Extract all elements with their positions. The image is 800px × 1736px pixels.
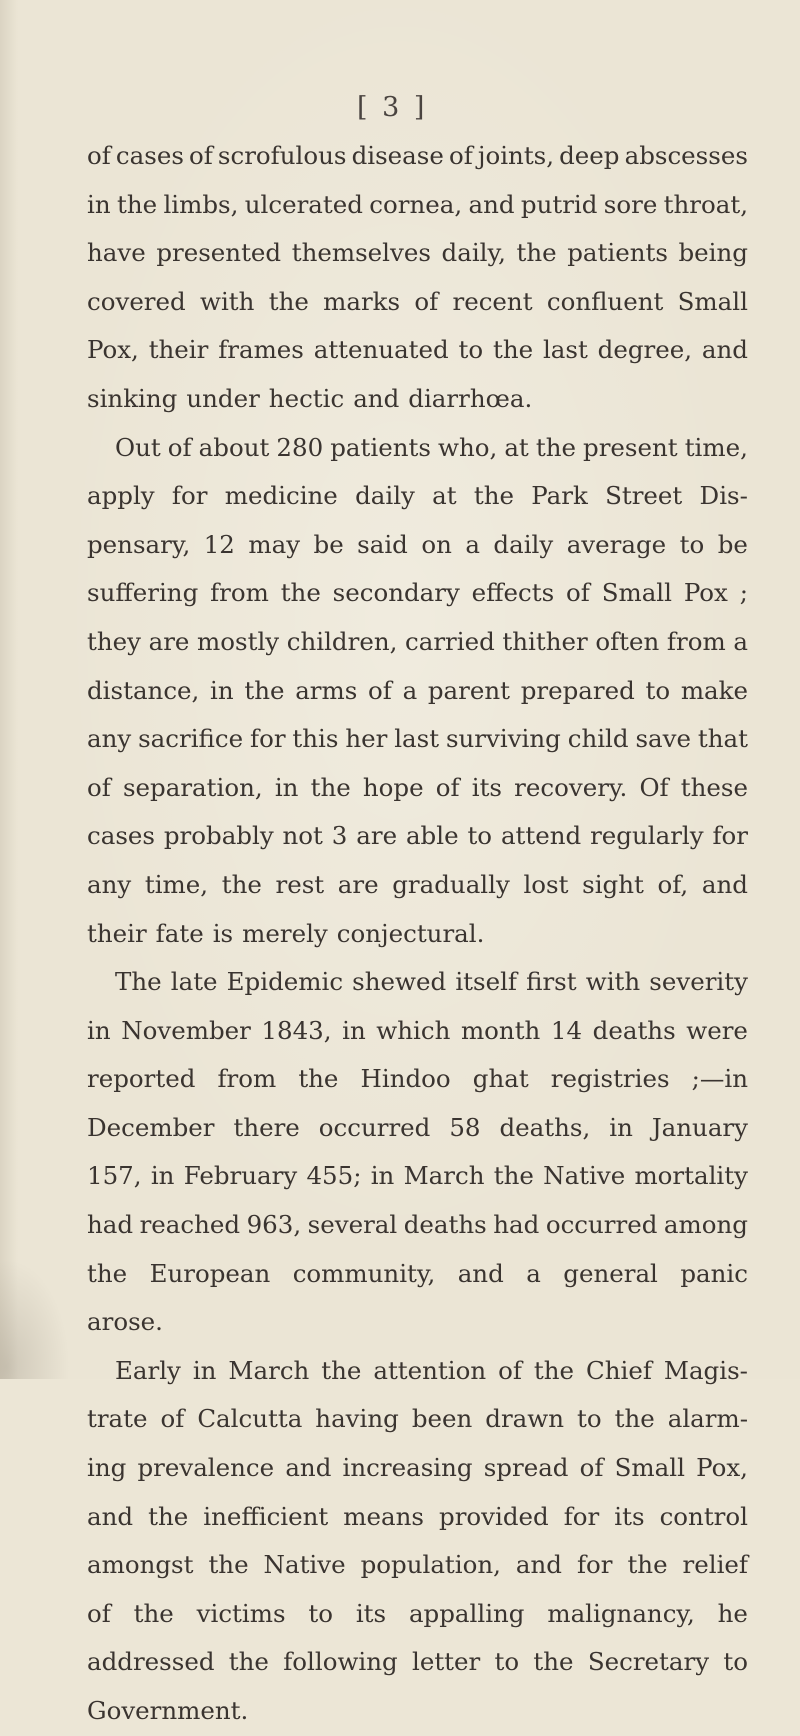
text-line: in the limbs, ulcerated cornea, and putrid sore throat, (87, 189, 748, 219)
text-line: trate of Calcutta having been drawn to the alarm- (87, 1404, 748, 1434)
text-line: ing prevalence and increasing spread of Small Pox, (87, 1453, 748, 1483)
text-line: 157, in February 455; in March the Native mortality (87, 1161, 748, 1191)
text-line: Pox, their frames attenuated to the last degree, and (87, 335, 748, 365)
text-line: the European community, and a general panic (87, 1258, 748, 1288)
page-number: [ 3 ] (357, 92, 428, 123)
text-line: covered with the marks of recent confluent Small (87, 286, 748, 316)
text-line: of the victims to its appalling malignancy, he (87, 1598, 748, 1628)
text-line: addressed the following letter to the Secretary to (87, 1647, 748, 1677)
text-line: pensary, 12 may be said on a daily average to be (87, 529, 748, 559)
text-line: apply for medicine daily at the Park Street Dis- (87, 481, 748, 511)
text-line: arose. (87, 1307, 163, 1337)
text-line: in November 1843, in which month 14 deaths were (87, 1015, 748, 1045)
text-line: Out of about 280 patients who, at the present time, (115, 432, 748, 462)
text-line: any time, the rest are gradually lost sight of, and (87, 869, 748, 899)
text-line: amongst the Native population, and for the relief (87, 1550, 748, 1580)
text-line: cases probably not 3 are able to attend regularly for (87, 821, 748, 851)
text-line: they are mostly children, carried thither often from a (87, 626, 748, 656)
text-line: have presented themselves daily, the patients being (87, 238, 748, 268)
text-line: of cases of scrofulous disease of joints, deep abscesses (87, 141, 748, 170)
text-line: Government. (87, 1696, 249, 1725)
text-line: of separation, in the hope of its recovery. Of these (87, 772, 748, 802)
text-line: December there occurred 58 deaths, in January (87, 1112, 748, 1142)
text-line: any sacrifice for this her last surviving child save that (87, 724, 748, 754)
text-line: distance, in the arms of a parent prepared to make (87, 675, 748, 705)
text-line: and the inefficient means provided for its control (87, 1501, 748, 1531)
text-line: The late Epidemic shewed itself first with severity (115, 967, 748, 997)
text-line: sinking under hectic and diarrhœa. (87, 383, 533, 413)
text-line: Early in March the attention of the Chief Magis- (115, 1355, 748, 1385)
text-line: had reached 963, several deaths had occurred among (87, 1210, 748, 1240)
body-text (87, 132, 748, 1736)
text-line: reported from the Hindoo ghat registries ;—in (87, 1064, 748, 1094)
text-line: their fate is merely conjectural. (87, 918, 485, 948)
text-line: suffering from the secondary effects of Small Pox ; (87, 578, 748, 608)
page-stain (0, 1259, 70, 1379)
